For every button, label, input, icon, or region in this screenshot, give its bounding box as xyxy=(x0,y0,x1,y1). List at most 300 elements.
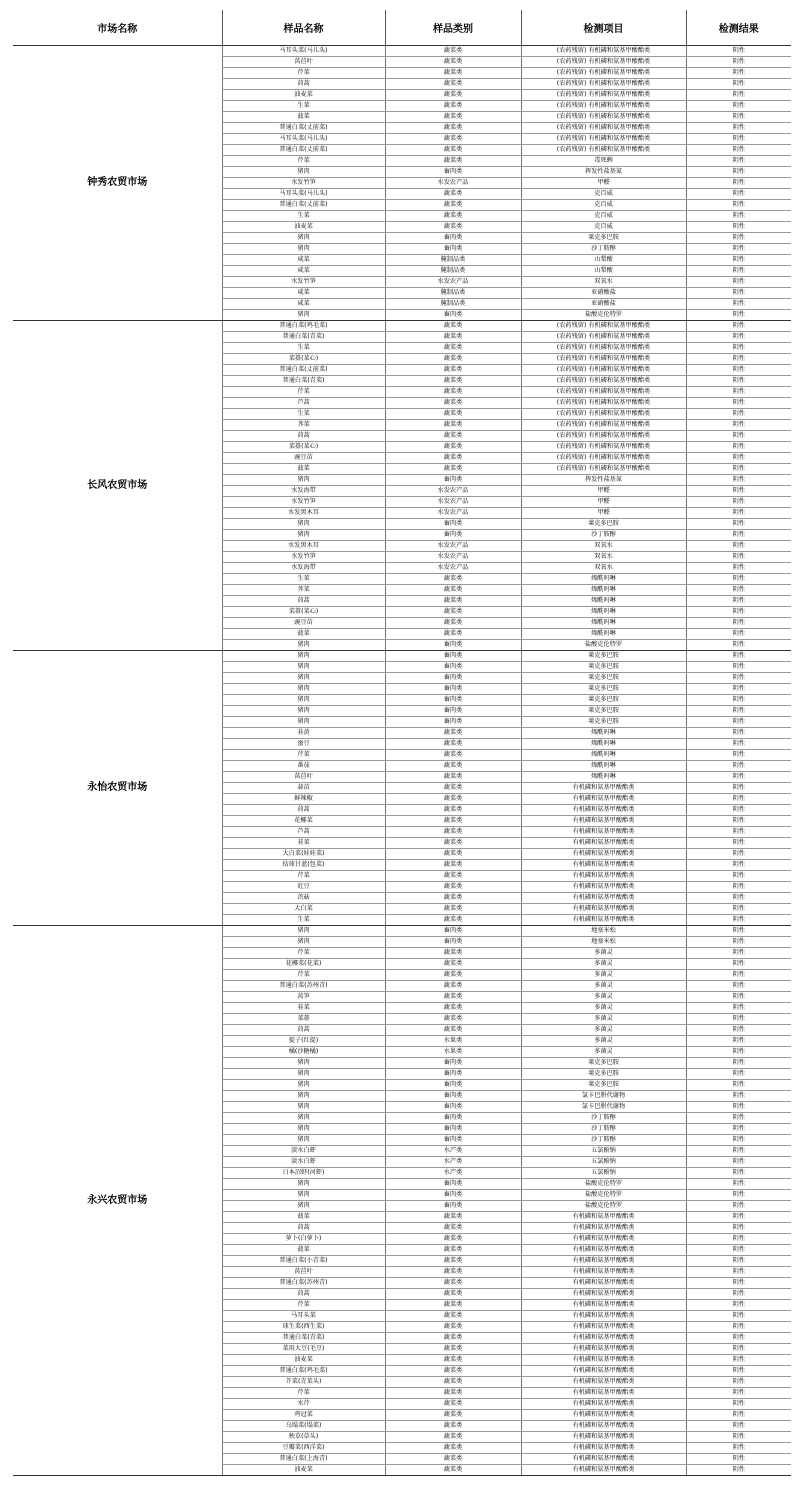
test-item-cell: (农药残留) 有机磷和氨基甲酸酯类 xyxy=(521,343,686,354)
test-result-cell: 阴性 xyxy=(686,596,791,607)
sample-category-cell: 蔬菜类 xyxy=(385,1454,521,1465)
test-result-cell: 阴性 xyxy=(686,189,791,200)
test-item-cell: 挥发性盐基氮 xyxy=(521,475,686,486)
sample-category-cell: 蔬菜类 xyxy=(385,827,521,838)
sample-category-cell: 蔬菜类 xyxy=(385,970,521,981)
sample-name-cell: 咸菜 xyxy=(222,255,385,266)
test-item-cell: 有机磷和氨基甲酸酯类 xyxy=(521,871,686,882)
sample-category-cell: 蔬菜类 xyxy=(385,112,521,123)
test-item-cell: 有机磷和氨基甲酸酯类 xyxy=(521,1366,686,1377)
test-item-cell: 有机磷和氨基甲酸酯类 xyxy=(521,1344,686,1355)
test-result-cell: 阴性 xyxy=(686,541,791,552)
sample-category-cell: 畜肉类 xyxy=(385,475,521,486)
test-item-cell: 有机磷和氨基甲酸酯类 xyxy=(521,1278,686,1289)
sample-category-cell: 蔬菜类 xyxy=(385,79,521,90)
sample-category-cell: 畜肉类 xyxy=(385,1091,521,1102)
sample-name-cell: 马耳头菜(马儿头) xyxy=(222,46,385,57)
test-result-cell: 阴性 xyxy=(686,1443,791,1454)
sample-name-cell: 菜用大豆(毛豆) xyxy=(222,1344,385,1355)
sample-name-cell: 生菜 xyxy=(222,343,385,354)
test-item-cell: 有机磷和氨基甲酸酯类 xyxy=(521,1399,686,1410)
test-result-cell: 阴性 xyxy=(686,398,791,409)
test-result-cell: 阴性 xyxy=(686,1080,791,1091)
test-item-cell: 多菌灵 xyxy=(521,1036,686,1047)
test-result-cell: 阴性 xyxy=(686,1234,791,1245)
sample-category-cell: 蔬菜类 xyxy=(385,860,521,871)
sample-name-cell: 淡水白虾 xyxy=(222,1146,385,1157)
sample-name-cell: 猪肉 xyxy=(222,1058,385,1069)
test-item-cell: (农药残留) 有机磷和氨基甲酸酯类 xyxy=(521,90,686,101)
test-result-cell: 阴性 xyxy=(686,882,791,893)
test-item-cell: (农药残留) 有机磷和氨基甲酸酯类 xyxy=(521,79,686,90)
sample-name-cell: 猪肉 xyxy=(222,1179,385,1190)
sample-name-cell: 猪肉 xyxy=(222,1190,385,1201)
test-result-cell: 阴性 xyxy=(686,497,791,508)
sample-category-cell: 蔬菜类 xyxy=(385,57,521,68)
sample-category-cell: 蔬菜类 xyxy=(385,442,521,453)
test-item-cell: 烯酰吗啉 xyxy=(521,629,686,640)
test-item-cell: 沙丁胺醇 xyxy=(521,1135,686,1146)
test-result-cell: 阴性 xyxy=(686,486,791,497)
sample-name-cell: 菠菜 xyxy=(222,112,385,123)
sample-category-cell: 畜肉类 xyxy=(385,673,521,684)
sample-name-cell: 韭黄 xyxy=(222,728,385,739)
sample-category-cell: 蔬菜类 xyxy=(385,629,521,640)
test-item-cell: 克百威 xyxy=(521,200,686,211)
test-item-cell: 有机磷和氨基甲酸酯类 xyxy=(521,1267,686,1278)
test-item-cell: 烯酰吗啉 xyxy=(521,596,686,607)
sample-name-cell: 水发竹笋 xyxy=(222,552,385,563)
sample-category-cell: 蔬菜类 xyxy=(385,739,521,750)
market-name-cell: 永怡农贸市场 xyxy=(13,651,222,926)
sample-name-cell: 豆瓣菜(西洋菜) xyxy=(222,1443,385,1454)
test-item-cell: (农药残留) 有机磷和氨基甲酸酯类 xyxy=(521,57,686,68)
test-result-cell: 阴性 xyxy=(686,244,791,255)
test-result-cell: 阴性 xyxy=(686,222,791,233)
sample-category-cell: 蔬菜类 xyxy=(385,607,521,618)
test-result-cell: 阴性 xyxy=(686,860,791,871)
test-result-cell: 阴性 xyxy=(686,1190,791,1201)
sample-category-cell: 蔬菜类 xyxy=(385,409,521,420)
sample-category-cell: 蔬菜类 xyxy=(385,453,521,464)
test-result-cell: 阴性 xyxy=(686,442,791,453)
sample-category-cell: 蔬菜类 xyxy=(385,1366,521,1377)
test-result-cell: 阴性 xyxy=(686,1388,791,1399)
table-row xyxy=(13,651,791,662)
sample-category-cell: 水发农产品 xyxy=(385,486,521,497)
test-item-cell: 有机磷和氨基甲酸酯类 xyxy=(521,1377,686,1388)
test-item-cell: 毒死蜱 xyxy=(521,156,686,167)
sample-name-cell: 水发黑木耳 xyxy=(222,508,385,519)
sample-category-cell: 畜肉类 xyxy=(385,640,521,651)
test-result-cell: 阴性 xyxy=(686,310,791,321)
sample-name-cell: 豌豆苗 xyxy=(222,453,385,464)
test-item-cell: 烯酰吗啉 xyxy=(521,772,686,783)
sample-name-cell: 猪肉 xyxy=(222,651,385,662)
test-result-cell: 阴性 xyxy=(686,233,791,244)
sample-category-cell: 蔬菜类 xyxy=(385,981,521,992)
test-item-cell: (农药残留) 有机磷和氨基甲酸酯类 xyxy=(521,431,686,442)
inspection-results-sheet xyxy=(13,10,791,1476)
test-item-cell: 有机磷和氨基甲酸酯类 xyxy=(521,838,686,849)
test-result-cell: 阴性 xyxy=(686,970,791,981)
sample-name-cell: 咸菜 xyxy=(222,266,385,277)
test-result-cell: 阴性 xyxy=(686,948,791,959)
test-result-cell: 阴性 xyxy=(686,1003,791,1014)
table-row xyxy=(13,321,791,332)
sample-category-cell: 蔬菜类 xyxy=(385,1344,521,1355)
sample-category-cell: 水发农产品 xyxy=(385,178,521,189)
sample-name-cell: 油麦菜 xyxy=(222,90,385,101)
test-item-cell: 多菌灵 xyxy=(521,1047,686,1058)
sample-name-cell: 日本沼虾(河虾) xyxy=(222,1168,385,1179)
sample-category-cell: 畜肉类 xyxy=(385,937,521,948)
sample-category-cell: 畜肉类 xyxy=(385,1179,521,1190)
test-result-cell: 阴性 xyxy=(686,376,791,387)
test-result-cell: 阴性 xyxy=(686,640,791,651)
sample-name-cell: 大白菜(娃娃菜) xyxy=(222,849,385,860)
test-result-cell: 阴性 xyxy=(686,288,791,299)
test-result-cell: 阴性 xyxy=(686,57,791,68)
test-result-cell: 阴性 xyxy=(686,959,791,970)
sample-category-cell: 蔬菜类 xyxy=(385,321,521,332)
sample-category-cell: 蔬菜类 xyxy=(385,1410,521,1421)
sample-name-cell: 芹菜 xyxy=(222,970,385,981)
sample-category-cell: 蔬菜类 xyxy=(385,211,521,222)
test-result-cell: 阴性 xyxy=(686,706,791,717)
sample-name-cell: 芦蒿 xyxy=(222,398,385,409)
sample-name-cell: 普通白菜(苏州青) xyxy=(222,1278,385,1289)
test-result-cell: 阴性 xyxy=(686,1069,791,1080)
sample-category-cell: 蔬菜类 xyxy=(385,596,521,607)
test-item-cell: 多菌灵 xyxy=(521,1025,686,1036)
sample-category-cell: 蔬菜类 xyxy=(385,1443,521,1454)
sample-category-cell: 蔬菜类 xyxy=(385,1421,521,1432)
test-result-cell: 阴性 xyxy=(686,783,791,794)
sample-category-cell: 水发农产品 xyxy=(385,563,521,574)
test-result-cell: 阴性 xyxy=(686,1157,791,1168)
test-result-cell: 阴性 xyxy=(686,1344,791,1355)
test-item-cell: 双氧水 xyxy=(521,541,686,552)
test-result-cell: 阴性 xyxy=(686,266,791,277)
test-result-cell: 阴性 xyxy=(686,849,791,860)
test-result-cell: 阴性 xyxy=(686,321,791,332)
test-item-cell: (农药残留) 有机磷和氨基甲酸酯类 xyxy=(521,123,686,134)
test-result-cell: 阴性 xyxy=(686,365,791,376)
test-item-cell: (农药残留) 有机磷和氨基甲酸酯类 xyxy=(521,398,686,409)
sample-category-cell: 蔬菜类 xyxy=(385,1014,521,1025)
test-item-cell: 有机磷和氨基甲酸酯类 xyxy=(521,860,686,871)
sample-name-cell: 普通白菜(丈前菜) xyxy=(222,200,385,211)
test-result-cell: 阴性 xyxy=(686,1267,791,1278)
sample-name-cell: 水发竹笋 xyxy=(222,277,385,288)
sample-category-cell: 畜肉类 xyxy=(385,233,521,244)
sample-category-cell: 蔬菜类 xyxy=(385,893,521,904)
test-result-cell: 阴性 xyxy=(686,1289,791,1300)
test-item-cell: 有机磷和氨基甲酸酯类 xyxy=(521,1245,686,1256)
sample-name-cell: 猪肉 xyxy=(222,1080,385,1091)
sample-name-cell: 菜薹(菜心) xyxy=(222,442,385,453)
test-item-cell: 有机磷和氨基甲酸酯类 xyxy=(521,1432,686,1443)
test-result-cell: 阴性 xyxy=(686,904,791,915)
test-item-cell: 五氯酚钠 xyxy=(521,1157,686,1168)
test-result-cell: 阴性 xyxy=(686,101,791,112)
test-item-cell: 双氧水 xyxy=(521,277,686,288)
test-result-cell: 阴性 xyxy=(686,1102,791,1113)
sample-name-cell: 芹菜 xyxy=(222,156,385,167)
sample-name-cell: 番茄 xyxy=(222,761,385,772)
sample-category-cell: 水发农产品 xyxy=(385,552,521,563)
test-item-cell: 盐酸克伦特罗 xyxy=(521,310,686,321)
test-item-cell: 莱克多巴胺 xyxy=(521,1069,686,1080)
test-item-cell: 莱克多巴胺 xyxy=(521,1080,686,1091)
test-item-cell: 氯卡巴肼代谢物 xyxy=(521,1091,686,1102)
test-item-cell: 多菌灵 xyxy=(521,948,686,959)
sample-category-cell: 蔬菜类 xyxy=(385,1300,521,1311)
test-item-cell: 有机磷和氨基甲酸酯类 xyxy=(521,1256,686,1267)
test-item-cell: (农药残留) 有机磷和氨基甲酸酯类 xyxy=(521,453,686,464)
sample-category-cell: 蔬菜类 xyxy=(385,750,521,761)
sample-name-cell: 菠菜 xyxy=(222,1212,385,1223)
sample-category-cell: 蔬菜类 xyxy=(385,387,521,398)
sample-category-cell: 蔬菜类 xyxy=(385,1234,521,1245)
test-item-cell: 莱克多巴胺 xyxy=(521,233,686,244)
sample-name-cell: 茼蒿 xyxy=(222,431,385,442)
sample-name-cell: 花椰菜(花菜) xyxy=(222,959,385,970)
sample-name-cell: 莴苣叶 xyxy=(222,1267,385,1278)
test-item-cell: 甲醛 xyxy=(521,178,686,189)
sample-category-cell: 蔬菜类 xyxy=(385,222,521,233)
test-item-cell: 莱克多巴胺 xyxy=(521,519,686,530)
sample-name-cell: 水发竹笋 xyxy=(222,178,385,189)
test-item-cell: (农药残留) 有机磷和氨基甲酸酯类 xyxy=(521,145,686,156)
test-item-cell: 烯酰吗啉 xyxy=(521,761,686,772)
test-result-cell: 阴性 xyxy=(686,79,791,90)
test-item-cell: 有机磷和氨基甲酸酯类 xyxy=(521,904,686,915)
test-result-cell: 阴性 xyxy=(686,475,791,486)
sample-name-cell: 茼蒿 xyxy=(222,1025,385,1036)
test-result-cell: 阴性 xyxy=(686,772,791,783)
sample-category-cell: 蔬菜类 xyxy=(385,959,521,970)
test-result-cell: 阴性 xyxy=(686,508,791,519)
sample-category-cell: 水产类 xyxy=(385,1157,521,1168)
market-name-cell: 钟秀农贸市场 xyxy=(13,46,222,321)
sample-category-cell: 蔬菜类 xyxy=(385,145,521,156)
test-result-cell: 阴性 xyxy=(686,937,791,948)
sample-name-cell: 猪肉 xyxy=(222,1135,385,1146)
sample-name-cell: 水芹 xyxy=(222,1399,385,1410)
test-item-cell: 烯酰吗啉 xyxy=(521,585,686,596)
sample-category-cell: 水发农产品 xyxy=(385,508,521,519)
sample-category-cell: 蔬菜类 xyxy=(385,1377,521,1388)
sample-name-cell: 生菜 xyxy=(222,409,385,420)
sample-name-cell: 茼蒿 xyxy=(222,596,385,607)
test-result-cell: 阴性 xyxy=(686,530,791,541)
sample-name-cell: 芹菜 xyxy=(222,68,385,79)
test-result-cell: 阴性 xyxy=(686,750,791,761)
test-result-cell: 阴性 xyxy=(686,651,791,662)
test-result-cell: 阴性 xyxy=(686,1168,791,1179)
sample-name-cell: 橘(沙糖橘) xyxy=(222,1047,385,1058)
sample-category-cell: 蔬菜类 xyxy=(385,354,521,365)
sample-category-cell: 蔬菜类 xyxy=(385,1432,521,1443)
table-row xyxy=(13,926,791,937)
test-item-cell: 莱克多巴胺 xyxy=(521,706,686,717)
sample-category-cell: 蔬菜类 xyxy=(385,46,521,57)
sample-name-cell: 猪肉 xyxy=(222,673,385,684)
test-result-cell: 阴性 xyxy=(686,1058,791,1069)
test-result-cell: 阴性 xyxy=(686,827,791,838)
sample-name-cell: 马耳头菜(马儿头) xyxy=(222,189,385,200)
test-item-cell: (农药残留) 有机磷和氨基甲酸酯类 xyxy=(521,387,686,398)
sample-category-cell: 蔬菜类 xyxy=(385,68,521,79)
test-result-cell: 阴性 xyxy=(686,695,791,706)
sample-name-cell: 芹菜 xyxy=(222,1300,385,1311)
test-item-cell: 有机磷和氨基甲酸酯类 xyxy=(521,1454,686,1465)
test-item-cell: 有机磷和氨基甲酸酯类 xyxy=(521,1300,686,1311)
sample-name-cell: 猪肉 xyxy=(222,1069,385,1080)
sample-name-cell: 萝卜(白萝卜) xyxy=(222,1234,385,1245)
sample-category-cell: 蔬菜类 xyxy=(385,200,521,211)
sample-category-cell: 畜肉类 xyxy=(385,1113,521,1124)
sample-category-cell: 蔬菜类 xyxy=(385,1355,521,1366)
sample-name-cell: 菠菜 xyxy=(222,629,385,640)
sample-category-cell: 水发农产品 xyxy=(385,497,521,508)
sample-name-cell: 咸菜 xyxy=(222,299,385,310)
sample-category-cell: 水发农产品 xyxy=(385,541,521,552)
sample-category-cell: 蔬菜类 xyxy=(385,420,521,431)
test-result-cell: 阴性 xyxy=(686,684,791,695)
sample-category-cell: 蔬菜类 xyxy=(385,618,521,629)
test-item-cell: 有机磷和氨基甲酸酯类 xyxy=(521,893,686,904)
test-item-cell: (农药残留) 有机磷和氨基甲酸酯类 xyxy=(521,46,686,57)
sample-category-cell: 水果类 xyxy=(385,1047,521,1058)
sample-category-cell: 腌制品类 xyxy=(385,288,521,299)
sample-name-cell: 生菜 xyxy=(222,574,385,585)
test-result-cell: 阴性 xyxy=(686,1333,791,1344)
sample-name-cell: 芦蒿 xyxy=(222,827,385,838)
test-result-cell: 阴性 xyxy=(686,563,791,574)
test-item-cell: (农药残留) 有机磷和氨基甲酸酯类 xyxy=(521,68,686,79)
sample-name-cell: 猪肉 xyxy=(222,233,385,244)
sample-category-cell: 腌制品类 xyxy=(385,266,521,277)
test-item-cell: (农药残留) 有机磷和氨基甲酸酯类 xyxy=(521,442,686,453)
sample-name-cell: 大白菜 xyxy=(222,904,385,915)
sample-category-cell: 畜肉类 xyxy=(385,717,521,728)
sample-category-cell: 蔬菜类 xyxy=(385,585,521,596)
test-item-cell: 烯酰吗啉 xyxy=(521,618,686,629)
sample-name-cell: 普通白菜(丈前菜) xyxy=(222,123,385,134)
header-market-name: 市场名称 xyxy=(97,24,138,35)
test-item-cell: 莱克多巴胺 xyxy=(521,1058,686,1069)
test-item-cell: (农药残留) 有机磷和氨基甲酸酯类 xyxy=(521,409,686,420)
sample-category-cell: 蔬菜类 xyxy=(385,1223,521,1234)
sample-name-cell: 芹菜 xyxy=(222,750,385,761)
test-item-cell: (农药残留) 有机磷和氨基甲酸酯类 xyxy=(521,112,686,123)
sample-category-cell: 畜肉类 xyxy=(385,1190,521,1201)
test-result-cell: 阴性 xyxy=(686,1311,791,1322)
test-result-cell: 阴性 xyxy=(686,1432,791,1443)
sample-name-cell: 芹菜 xyxy=(222,948,385,959)
test-result-cell: 阴性 xyxy=(686,1091,791,1102)
test-item-cell: 有机磷和氨基甲酸酯类 xyxy=(521,1355,686,1366)
test-result-cell: 阴性 xyxy=(686,662,791,673)
test-result-cell: 阴性 xyxy=(686,717,791,728)
test-result-cell: 阴性 xyxy=(686,673,791,684)
test-item-cell: 沙丁胺醇 xyxy=(521,1113,686,1124)
sample-category-cell: 蔬菜类 xyxy=(385,882,521,893)
sample-name-cell: 莴苣叶 xyxy=(222,57,385,68)
sample-category-cell: 畜肉类 xyxy=(385,530,521,541)
test-result-cell: 阴性 xyxy=(686,981,791,992)
sample-name-cell: 菜薹(菜心) xyxy=(222,354,385,365)
test-item-cell: 地塞米松 xyxy=(521,926,686,937)
test-result-cell: 阴性 xyxy=(686,1410,791,1421)
test-item-cell: 莱克多巴胺 xyxy=(521,651,686,662)
sample-category-cell: 蔬菜类 xyxy=(385,1333,521,1344)
sample-category-cell: 畜肉类 xyxy=(385,1069,521,1080)
sample-category-cell: 蔬菜类 xyxy=(385,1003,521,1014)
test-result-cell: 阴性 xyxy=(686,552,791,563)
sample-category-cell: 蔬菜类 xyxy=(385,189,521,200)
sample-name-cell: 油麦菜 xyxy=(222,1355,385,1366)
sample-name-cell: 猪肉 xyxy=(222,310,385,321)
test-item-cell: 有机磷和氨基甲酸酯类 xyxy=(521,1465,686,1476)
sample-category-cell: 畜肉类 xyxy=(385,651,521,662)
test-result-cell: 阴性 xyxy=(686,1146,791,1157)
test-result-cell: 阴性 xyxy=(686,618,791,629)
sample-name-cell: 茼蒿 xyxy=(222,1289,385,1300)
header-test-result: 检测结果 xyxy=(686,10,791,46)
test-result-cell: 阴性 xyxy=(686,1355,791,1366)
sample-category-cell: 畜肉类 xyxy=(385,1201,521,1212)
test-item-cell: 沙丁胺醇 xyxy=(521,1124,686,1135)
test-item-cell: 有机磷和氨基甲酸酯类 xyxy=(521,783,686,794)
sample-name-cell: 猪肉 xyxy=(222,530,385,541)
test-item-cell: 多菌灵 xyxy=(521,1003,686,1014)
test-result-cell: 阴性 xyxy=(686,629,791,640)
test-result-cell: 阴性 xyxy=(686,1322,791,1333)
test-result-cell: 阴性 xyxy=(686,1212,791,1223)
sample-name-cell: 猪肉 xyxy=(222,1124,385,1135)
test-item-cell: 有机磷和氨基甲酸酯类 xyxy=(521,1289,686,1300)
test-result-cell: 阴性 xyxy=(686,915,791,926)
test-item-cell: (农药残留) 有机磷和氨基甲酸酯类 xyxy=(521,354,686,365)
test-item-cell: 盐酸克伦特罗 xyxy=(521,640,686,651)
test-item-cell: 多菌灵 xyxy=(521,1014,686,1025)
test-result-cell: 阴性 xyxy=(686,1179,791,1190)
sample-category-cell: 蔬菜类 xyxy=(385,772,521,783)
sample-category-cell: 畜肉类 xyxy=(385,167,521,178)
test-result-cell: 阴性 xyxy=(686,1278,791,1289)
sample-category-cell: 畜肉类 xyxy=(385,926,521,937)
sample-name-cell: 猪肉 xyxy=(222,717,385,728)
test-result-cell: 阴性 xyxy=(686,68,791,79)
sample-category-cell: 畜肉类 xyxy=(385,310,521,321)
sample-name-cell: 淡水白虾 xyxy=(222,1157,385,1168)
test-item-cell: 莱克多巴胺 xyxy=(521,662,686,673)
test-item-cell: 烯酰吗啉 xyxy=(521,728,686,739)
sample-name-cell: 鸡冠菜 xyxy=(222,1410,385,1421)
test-item-cell: 莱克多巴胺 xyxy=(521,695,686,706)
test-item-cell: 地塞米松 xyxy=(521,937,686,948)
test-result-cell: 阴性 xyxy=(686,739,791,750)
sample-category-cell: 蔬菜类 xyxy=(385,1289,521,1300)
sample-category-cell: 蔬菜类 xyxy=(385,332,521,343)
table-body xyxy=(13,46,791,1476)
sample-name-cell: 芹菜 xyxy=(222,871,385,882)
test-result-cell: 阴性 xyxy=(686,1036,791,1047)
